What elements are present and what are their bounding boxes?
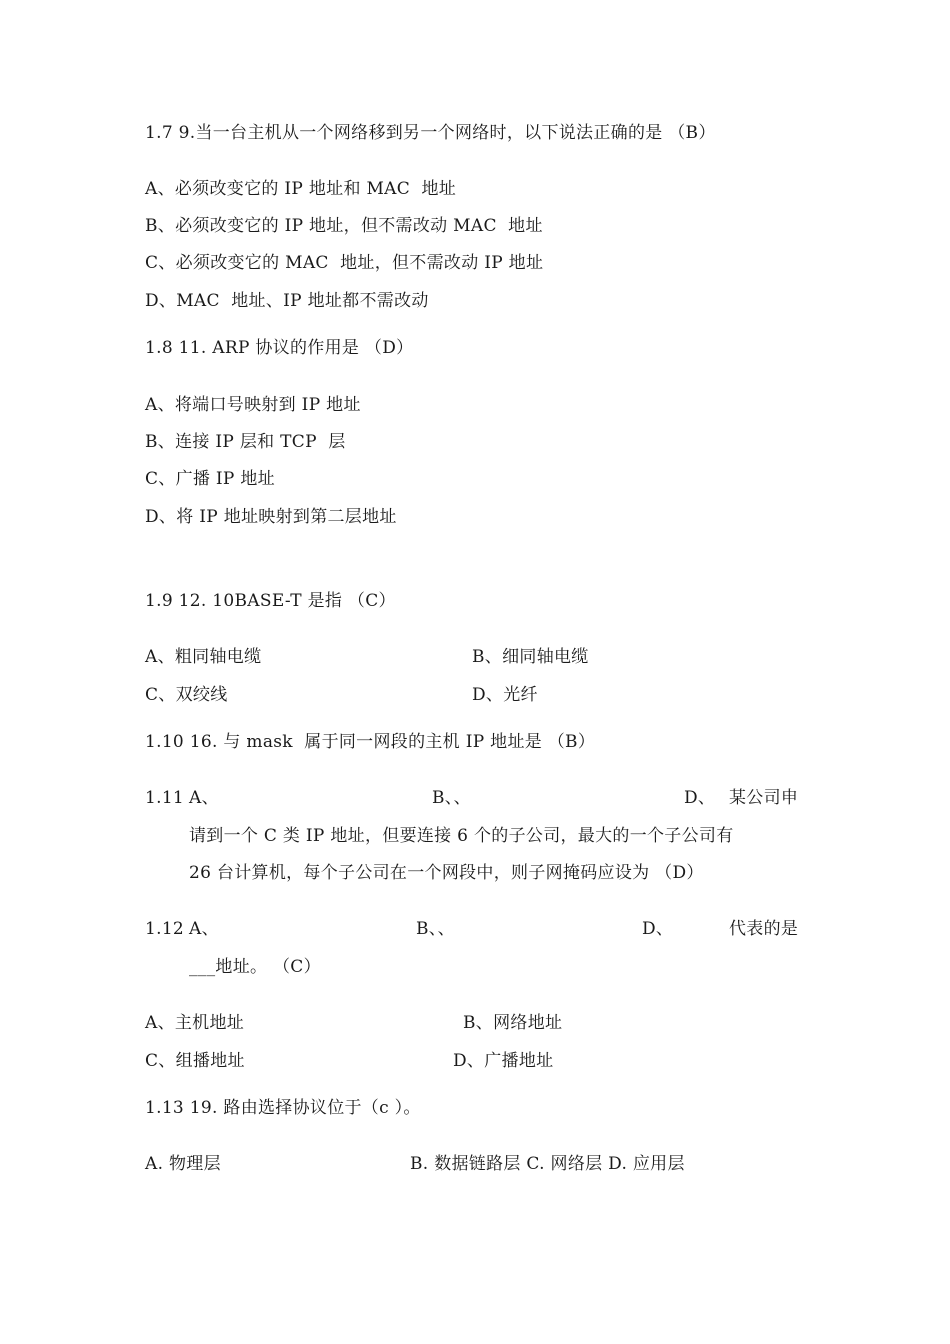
- question-1-13-option-a: A. 物理层: [145, 1154, 221, 1174]
- question-1-11-option-d: D、: [684, 788, 716, 808]
- question-1-12-stem-line-2: ___地址。 （C）: [189, 957, 321, 977]
- question-1-8-option-a: A、将端口号映射到 IP 地址: [145, 395, 361, 415]
- question-1-12-option-b: B、、: [416, 919, 455, 939]
- question-1-11-option-a: A、: [189, 788, 219, 808]
- question-1-12-option-a: A、: [189, 919, 219, 939]
- question-1-7-option-c: C、必须改变它的 MAC 地址，但不需改动 IP 地址: [145, 253, 544, 273]
- question-1-8-option-c: C、广播 IP 地址: [145, 469, 275, 489]
- question-1-12-answer-d: D、广播地址: [453, 1051, 554, 1071]
- question-1-7-option-b: B、必须改变它的 IP 地址，但不需改动 MAC 地址: [145, 216, 543, 236]
- question-1-13-stem: 1.13 19. 路由选择协议位于（c ）。: [145, 1098, 421, 1118]
- question-1-12-answer-b: B、网络地址: [463, 1013, 563, 1033]
- question-1-12-stem-start: 代表的是: [729, 919, 799, 939]
- question-1-12-option-d: D、: [642, 919, 674, 939]
- question-1-11-number: 1.11: [145, 788, 185, 808]
- question-1-11-option-b: B、、: [432, 788, 471, 808]
- question-1-12-number: 1.12: [145, 919, 185, 939]
- question-1-12-answer-c: C、组播地址: [145, 1051, 245, 1071]
- question-1-7-option-d: D、MAC 地址、IP 地址都不需改动: [145, 291, 429, 311]
- question-1-11-stem-start: 某公司申: [729, 788, 799, 808]
- question-1-11-stem-line-3: 26 台计算机，每个子公司在一个网段中，则子网掩码应设为 （D）: [189, 863, 704, 883]
- question-1-8-stem: 1.8 11. ARP 协议的作用是 （D）: [145, 338, 414, 358]
- question-1-10-stem: 1.10 16. 与 mask 属于同一网段的主机 IP 地址是 （B）: [145, 732, 596, 752]
- question-1-11-stem-line-2: 请到一个 C 类 IP 地址，但要连接 6 个的子公司，最大的一个子公司有: [189, 826, 734, 846]
- question-1-8-option-d: D、将 IP 地址映射到第二层地址: [145, 507, 397, 527]
- question-1-12-answer-a: A、主机地址: [145, 1013, 245, 1033]
- question-1-7-option-a: A、必须改变它的 IP 地址和 MAC 地址: [145, 179, 457, 199]
- question-1-9-option-b: B、细同轴电缆: [472, 647, 589, 667]
- question-1-9-option-a: A、粗同轴电缆: [145, 647, 262, 667]
- question-1-7-stem: 1.7 9.当一台主机从一个网络移到另一个网络时，以下说法正确的是 （B）: [145, 123, 716, 143]
- question-1-8-option-b: B、连接 IP 层和 TCP 层: [145, 432, 346, 452]
- question-1-13-options-bcd: B. 数据链路层 C. 网络层 D. 应用层: [410, 1154, 685, 1174]
- question-1-9-option-d: D、光纤: [472, 685, 538, 705]
- question-1-9-stem: 1.9 12. 10BASE-T 是指 （C）: [145, 591, 396, 611]
- question-1-9-option-c: C、双绞线: [145, 685, 228, 705]
